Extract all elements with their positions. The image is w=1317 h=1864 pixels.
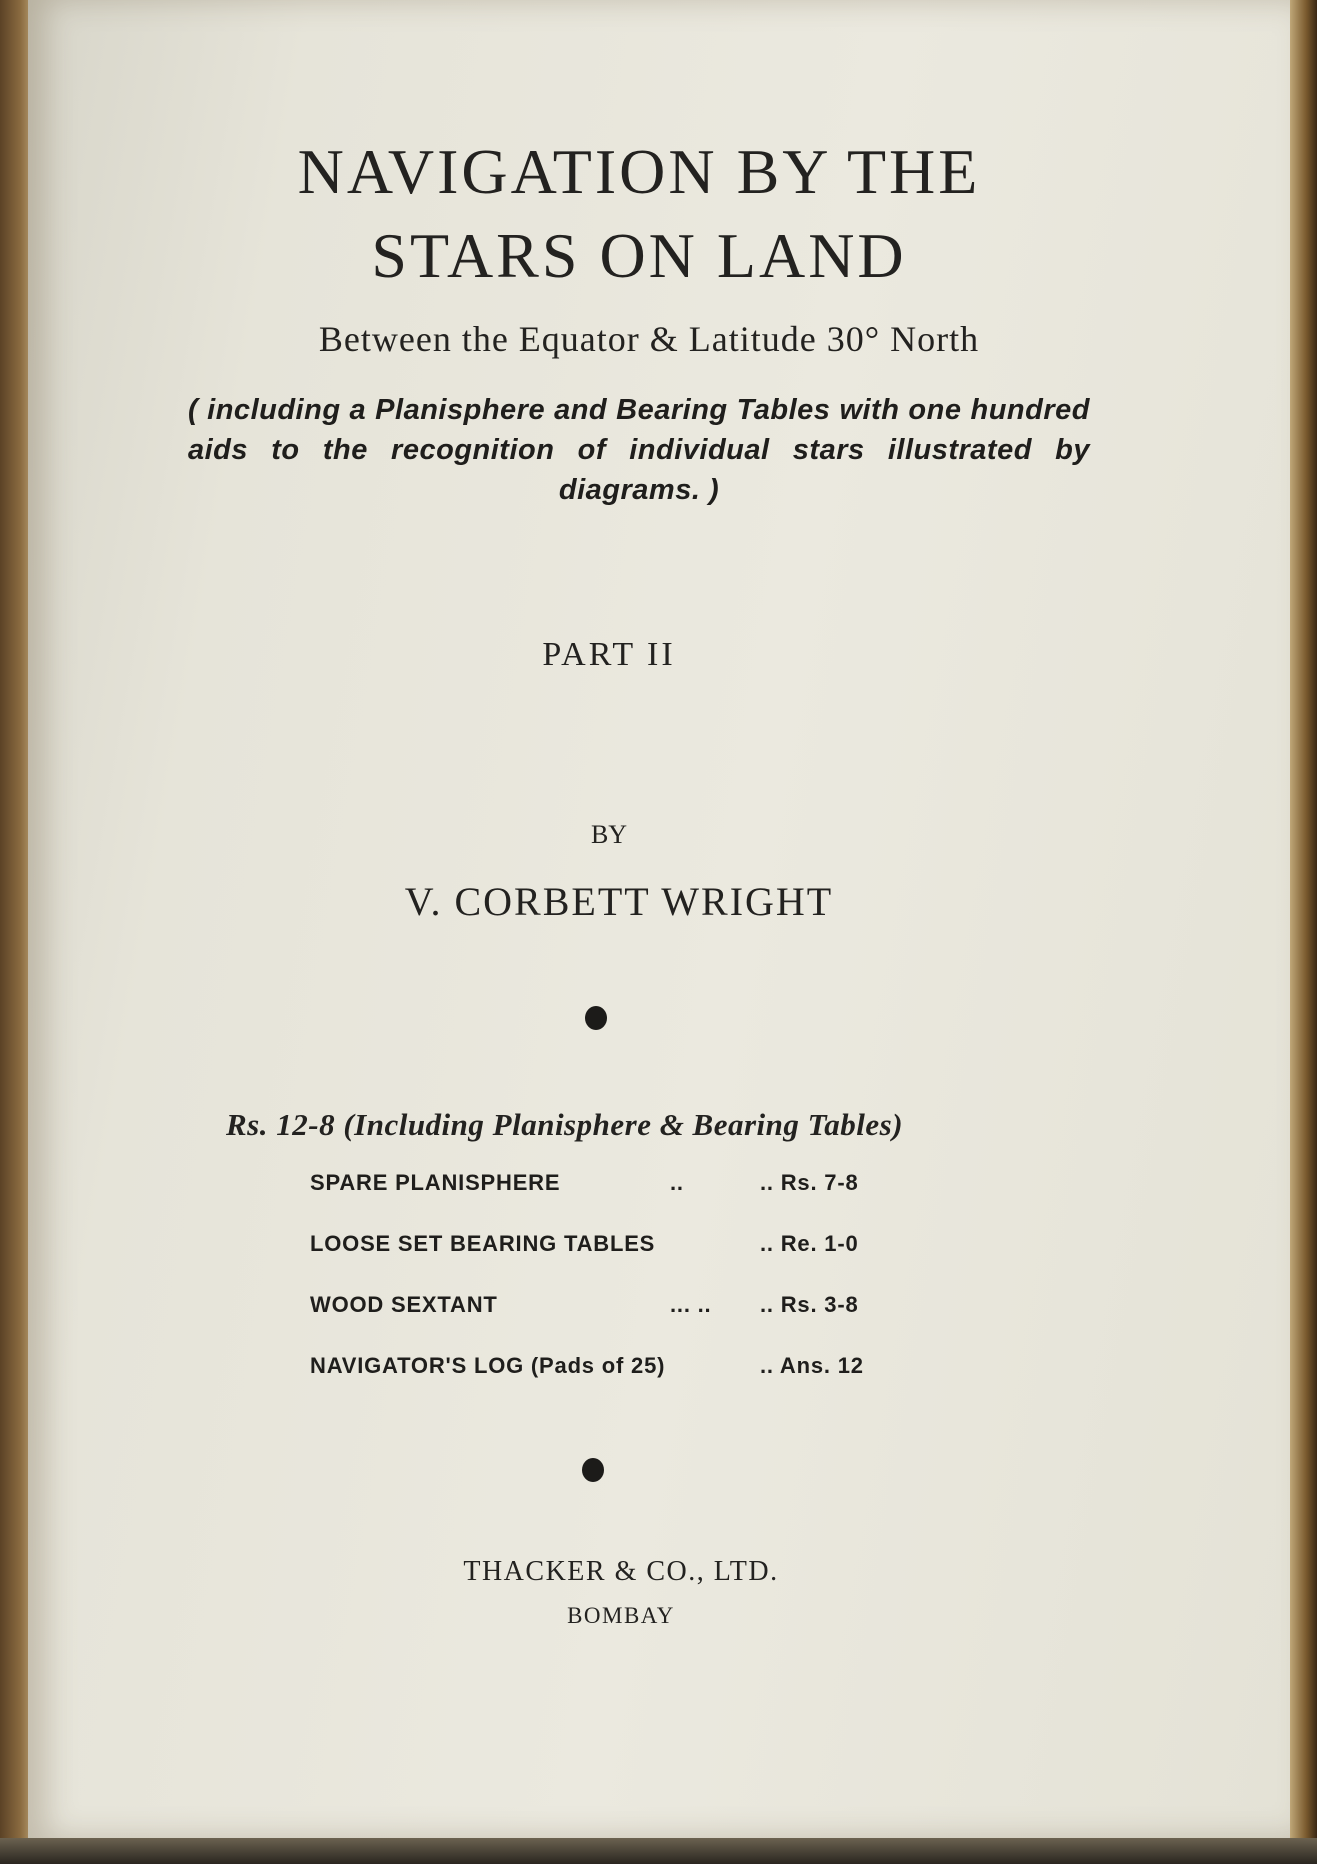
item-price: .. Re. 1-0 (760, 1231, 859, 1256)
book-subtitle: Between the Equator & Latitude 30° North (318, 319, 980, 359)
price-list-item (310, 1170, 930, 1231)
page-right-edge (1290, 0, 1317, 1864)
book-title (8, 130, 1270, 298)
item-price: .. Ans. 12 (760, 1353, 864, 1378)
price-line: Rs. 12-8 (Including Planisphere & Bearing Tables) (226, 1107, 904, 1142)
price-list-item (310, 1231, 930, 1292)
book-description: ( including a Planisphere and Bearing Tables with one hundred aids to the recognition of individual stars illustrated by diagrams. ) (188, 394, 1090, 506)
item-price: .. Rs. 7-8 (760, 1170, 859, 1195)
publisher-name: THACKER & CO., LTD. (463, 1556, 779, 1587)
bullet-dot-upper (585, 1006, 607, 1030)
item-name: LOOSE SET BEARING TABLES (310, 1231, 656, 1256)
item-leader-dots: ... .. (670, 1292, 712, 1317)
item-name: WOOD SEXTANT (310, 1292, 498, 1317)
item-name: NAVIGATOR'S LOG (Pads of 25) (310, 1353, 666, 1378)
author-name: V. CORBETT WRIGHT (404, 879, 834, 924)
price-list-item (310, 1292, 930, 1353)
item-leader-dots: .. (670, 1170, 684, 1195)
page-bottom-edge (0, 1838, 1317, 1864)
by-label: BY (590, 820, 628, 849)
book-title-line-2: STARS ON LAND (371, 220, 907, 291)
part-number: PART II (542, 636, 676, 673)
title-page (28, 0, 1290, 1838)
book-title-line-1: NAVIGATION BY THE (297, 136, 981, 207)
publisher-city: BOMBAY (567, 1603, 675, 1628)
price-list (310, 1170, 930, 1414)
item-price: .. Rs. 3-8 (760, 1292, 859, 1317)
bullet-dot-lower (582, 1458, 604, 1482)
item-name: SPARE PLANISPHERE (310, 1170, 561, 1195)
price-list-item (310, 1353, 930, 1414)
